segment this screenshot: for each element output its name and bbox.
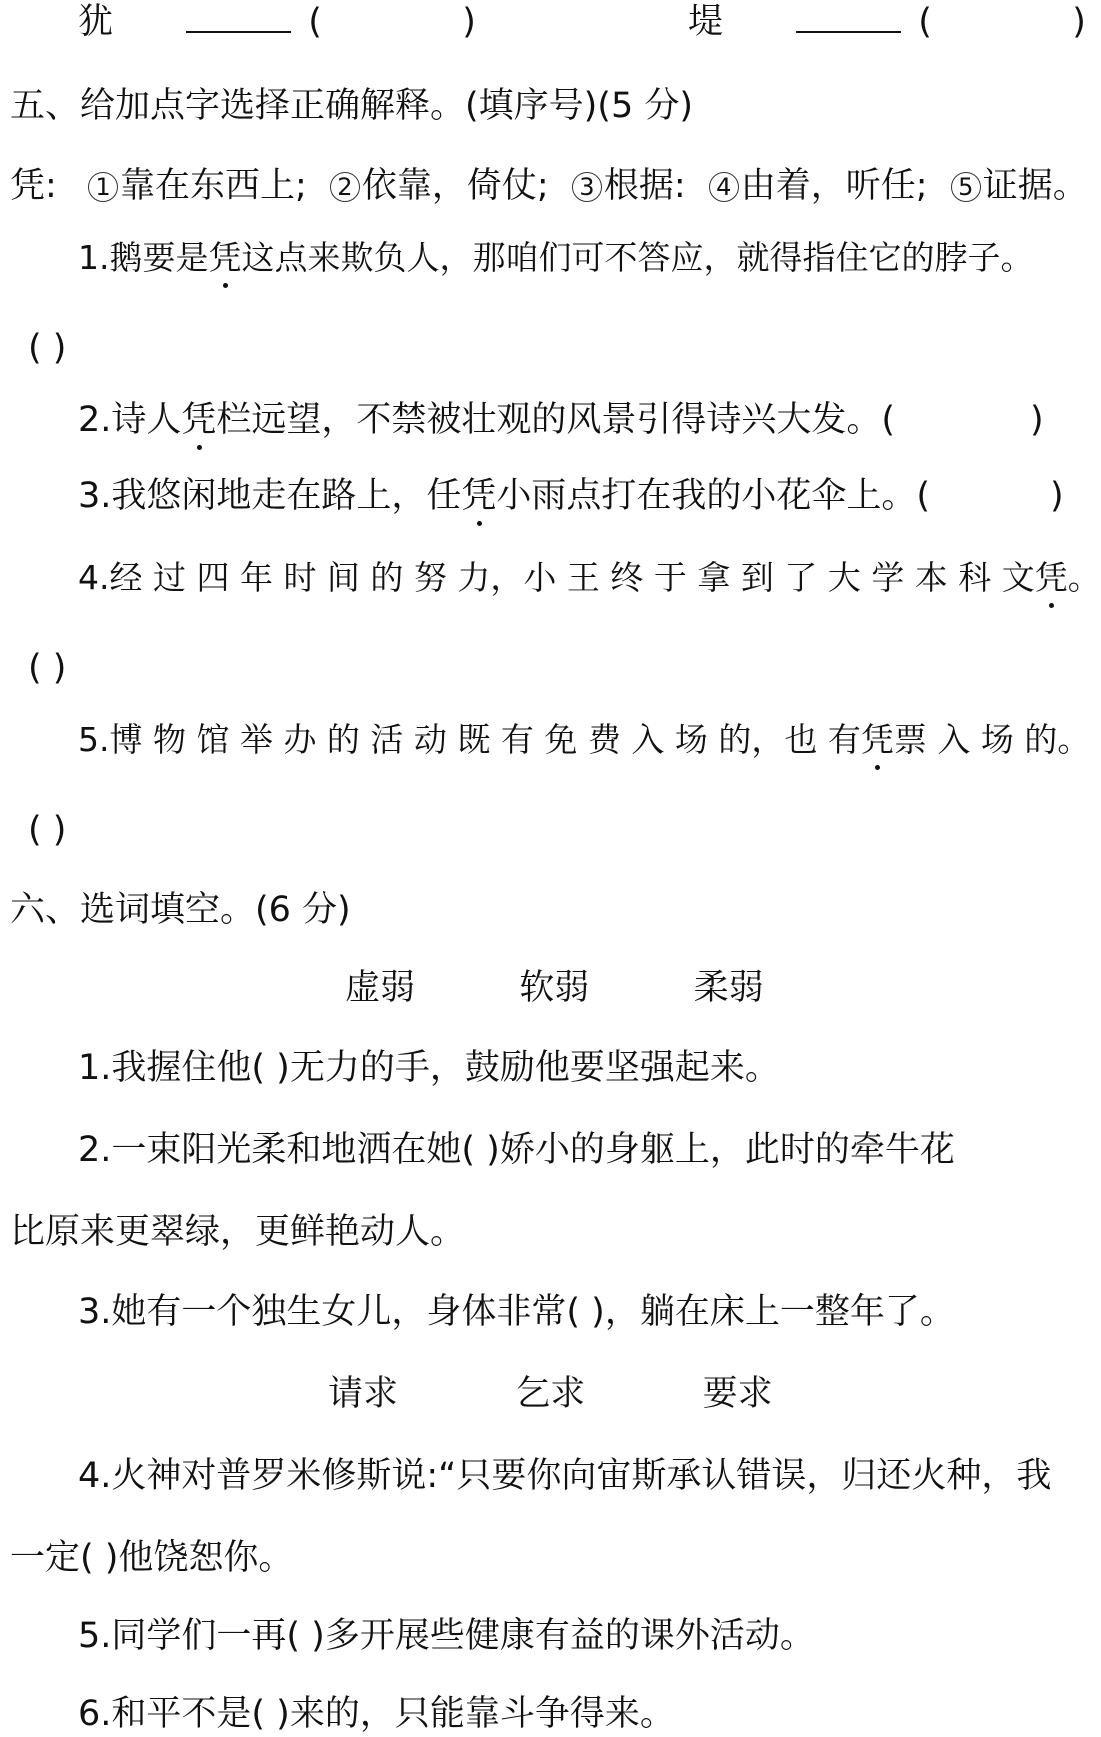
sentence-5: 5.同学们一再( )多开展些健康有益的课外活动。 [78,1616,815,1656]
definition-line [10,164,1088,208]
section6-heading: 六、选词填空。(6 分) [10,890,351,930]
word-choice-1: 虚弱 [345,968,416,1008]
q1-answer-paren: ( ) [28,328,67,368]
q2-dotted-char: 凭 [181,400,217,440]
q2-paren-close: ) [1030,400,1044,440]
top-right-char: 堤 [688,2,724,42]
q5-dotted-char: 凭 [861,718,894,762]
top-left-paren-close: ) [462,2,476,42]
q3-after: 小雨点打在我的小花伞上。( [496,476,931,516]
sentence-4-line-1: 4.火神对普罗米修斯说:“只要你向宙斯承认错误，归还火种，我 [78,1456,1052,1496]
word-group-1 [345,966,764,1010]
question-3 [78,474,930,518]
def-text-3: 根据: [603,166,686,206]
def-text-1: 靠在东西上; [119,166,307,206]
sentence-4-line-2: 一定( )他饶恕你。 [10,1538,294,1578]
sentence-6: 6.和平不是( )来的，只能靠斗争得来。 [78,1694,675,1734]
q1-after: 这点来欺负人，那咱们可不答应，就得指住它的脖子。 [241,238,1034,277]
top-row-left [78,0,476,44]
top-right-paren-close: ) [1072,2,1086,42]
word-choice-5: 乞求 [515,1374,586,1414]
word-group-2 [328,1372,773,1416]
top-right-paren-open: ( [918,2,932,42]
def-num-4: 4 [709,172,739,202]
q5-answer-paren: ( ) [28,810,67,850]
top-left-blank [186,1,291,33]
q2-before: 2.诗人 [78,400,182,440]
word-choice-6: 要求 [702,1374,773,1414]
q4-answer-paren: ( ) [28,648,67,688]
top-left-paren-open: ( [308,2,322,42]
sentence-1: 1.我握住他( )无力的手，鼓励他要坚强起来。 [78,1048,780,1088]
q3-before: 3.我悠闲地走在路上，任 [78,476,462,516]
def-num-3: 3 [572,172,602,202]
q5-after: 票 入 场 的。 [893,720,1091,759]
top-row-right [688,0,1086,44]
section5-heading: 五、给加点字选择正确解释。(填序号)(5 分) [10,86,694,126]
q3-dotted-char: 凭 [461,476,497,516]
def-text-4: 由着，听任; [740,166,928,206]
def-colon: : [45,166,57,206]
word-choice-3: 柔弱 [693,968,764,1008]
def-text-5: 证据。 [982,166,1088,206]
def-text-2: 依靠，倚仗; [361,166,549,206]
sentence-2-line-2: 比原来更翠绿，更鲜艳动人。 [10,1212,466,1252]
q1-dotted-char: 凭 [209,236,242,280]
word-choice-4: 请求 [328,1374,399,1414]
q5-before: 5.博 物 馆 举 办 的 活 动 既 有 免 费 入 场 的，也 有 [78,720,861,759]
def-char: 凭 [10,166,46,206]
def-num-5: 5 [951,172,981,202]
word-choice-2: 软弱 [519,968,590,1008]
def-num-1: 1 [88,172,118,202]
sentence-3: 3.她有一个独生女儿，身体非常( )，躺在床上一整年了。 [78,1292,955,1332]
q1-before: 1.鹅要是 [78,238,209,277]
def-num-2: 2 [330,172,360,202]
q4-after: 。 [1067,558,1101,597]
top-left-char: 犹 [78,2,114,42]
sentence-2-line-1: 2.一束阳光柔和地洒在她( )娇小的身躯上，此时的牵牛花 [78,1130,955,1170]
q4-before: 4.经 过 四 年 时 间 的 努 力，小 王 终 于 拿 到 了 大 学 本 科 文 [78,558,1035,597]
question-1 [78,236,1034,280]
question-4 [78,556,1101,600]
top-right-blank [796,1,901,33]
question-5 [78,718,1090,762]
q2-after: 栏远望，不禁被壮观的风景引得诗兴大发。( [216,400,896,440]
q4-dotted-char: 凭 [1035,556,1068,600]
q3-paren-close: ) [1050,476,1064,516]
question-2 [78,398,895,442]
